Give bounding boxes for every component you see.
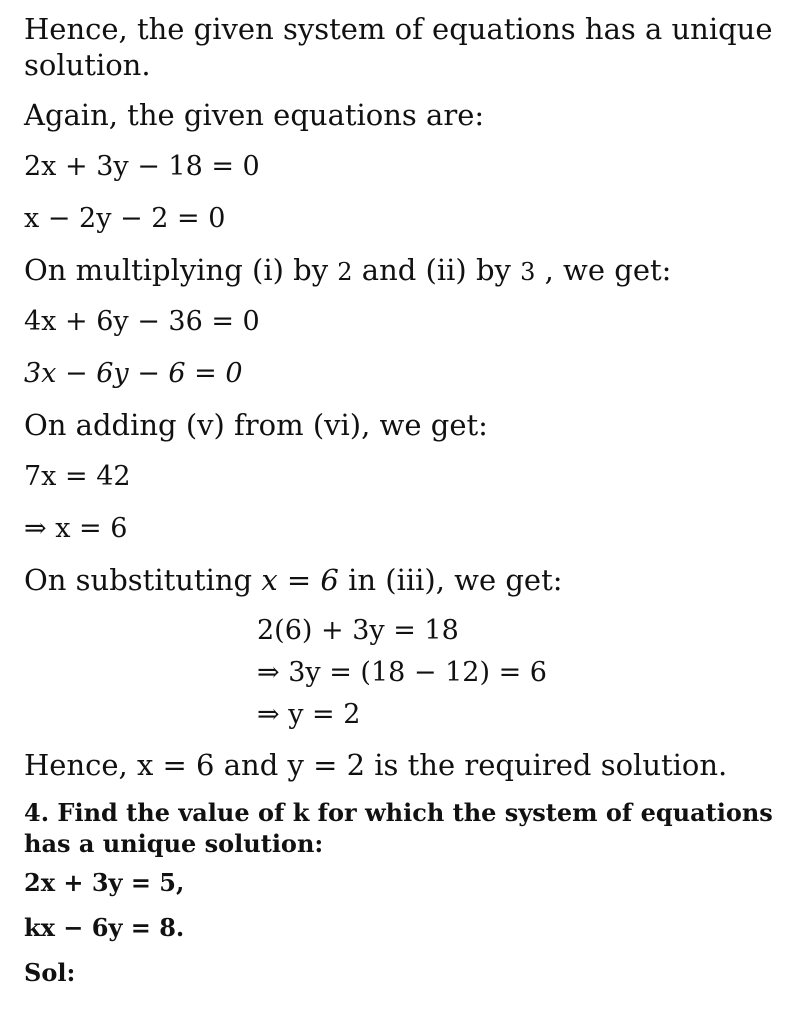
text-fragment: in (iii), we get:: [338, 563, 563, 597]
text-fragment: and (ii) by: [352, 253, 521, 287]
equation: x − 2y − 2 = 0: [24, 203, 226, 234]
equation: 2x + 3y − 18 = 0: [24, 151, 260, 182]
equation: 2x + 3y = 5,: [24, 868, 185, 897]
number: 2: [337, 258, 353, 286]
text-line: [24, 253, 671, 289]
question-heading: 4. Find the value of k for which the system of equations: [24, 798, 773, 827]
equation: 2(6) + 3y = 18: [257, 615, 459, 646]
equation: kx − 6y = 8.: [24, 913, 185, 942]
equation: 7x = 42: [24, 461, 131, 492]
text-line: Hence, x = 6 and y = 2 is the required solution.: [24, 748, 728, 782]
text-line: On adding (v) from (vi), we get:: [24, 408, 488, 442]
text-line: [24, 563, 563, 597]
equation: 3x − 6y − 6 = 0: [24, 358, 243, 389]
inline-math: x = 6: [261, 563, 339, 597]
number: 3: [520, 258, 536, 286]
equation: 4x + 6y − 36 = 0: [24, 306, 260, 337]
text-fragment: On substituting: [24, 563, 262, 597]
text-fragment: , we get:: [535, 253, 672, 287]
text-line: solution.: [24, 48, 151, 82]
question-heading: has a unique solution:: [24, 829, 324, 858]
equation: ⇒ x = 6: [24, 513, 128, 544]
solution-label: Sol:: [24, 958, 76, 987]
text-line: Hence, the given system of equations has a unique: [24, 12, 773, 46]
text-fragment: On multiplying (i) by: [24, 253, 338, 287]
text-line: Again, the given equations are:: [24, 98, 485, 132]
equation: ⇒ y = 2: [257, 699, 361, 730]
equation: ⇒ 3y = (18 − 12) = 6: [257, 657, 547, 688]
